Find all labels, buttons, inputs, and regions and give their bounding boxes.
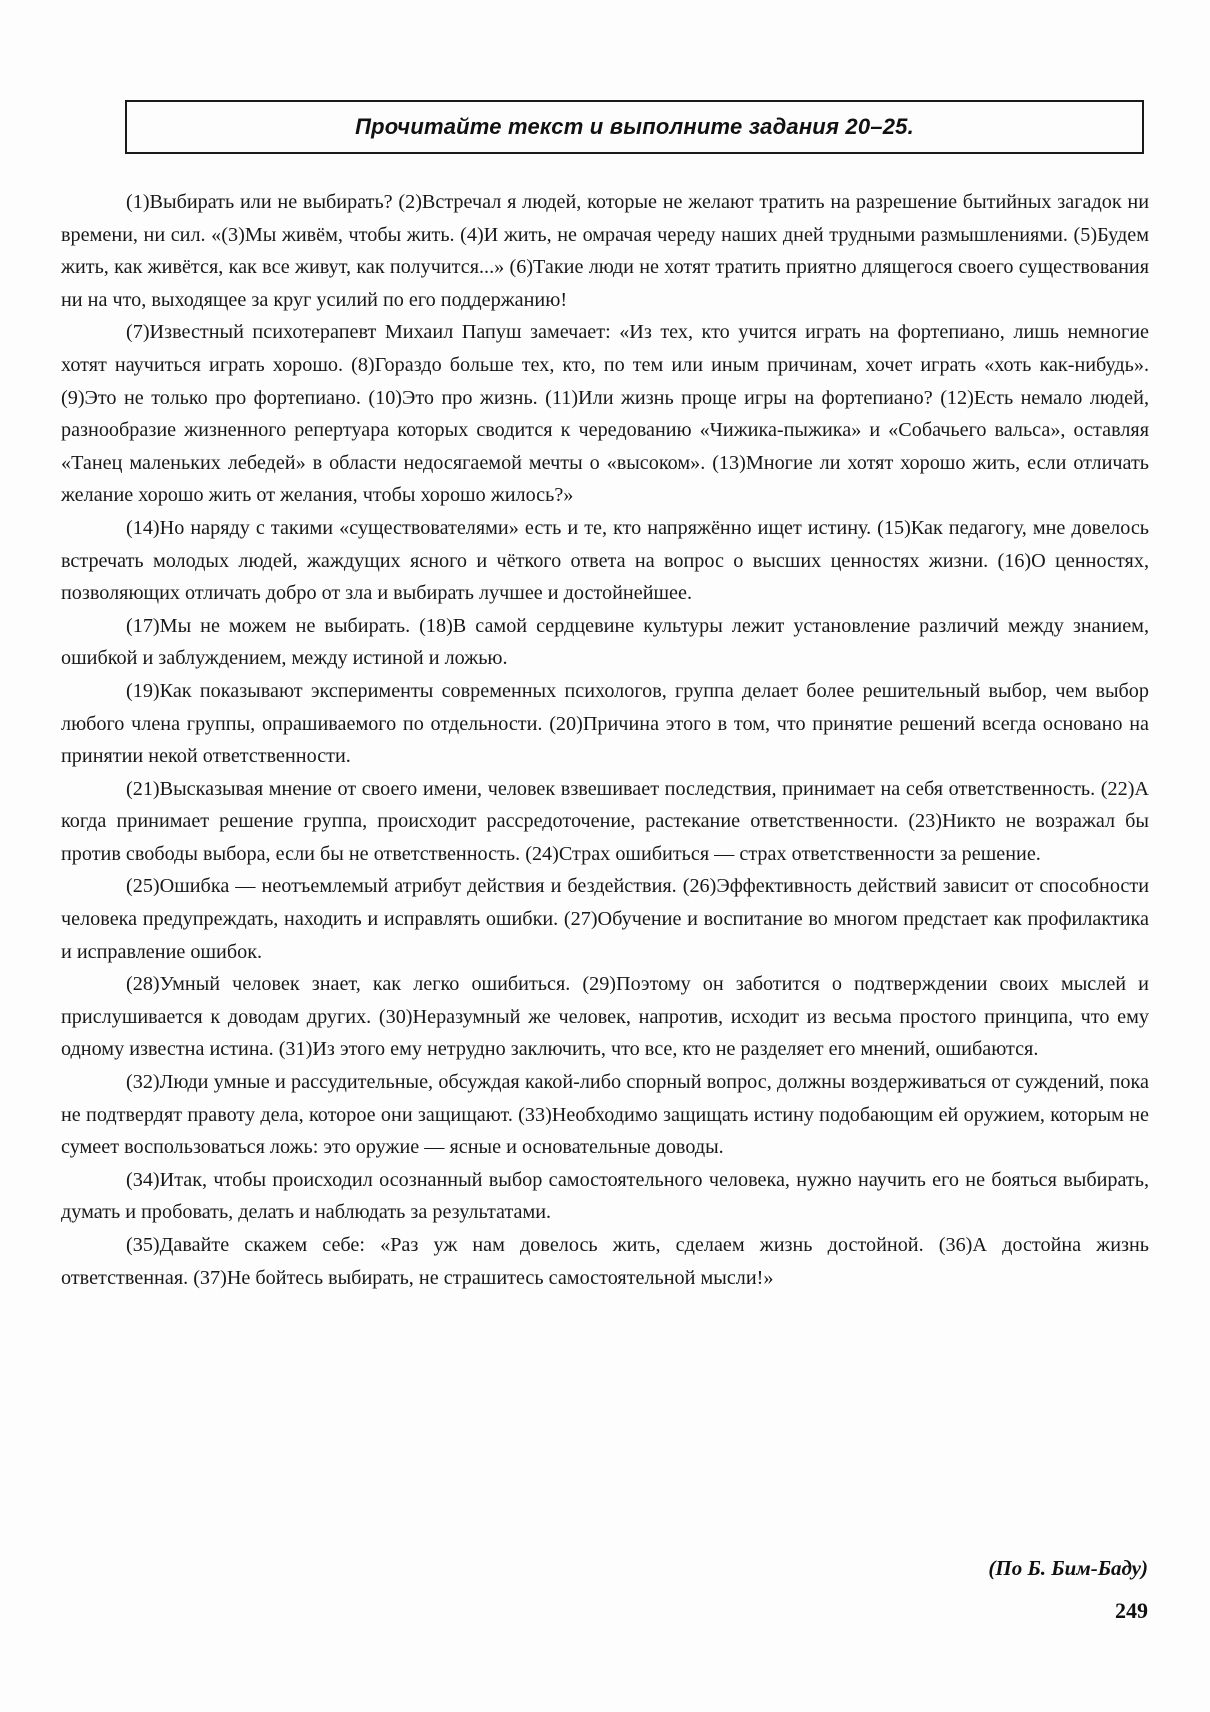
paragraph: (34)Итак, чтобы происходил осознанный выбор самостоятельного человека, нужно научить его не бояться выбирать, думать и пробовать, делать и наблюдать за результатами. [61, 1168, 1149, 1224]
task-instruction: Прочитайте текст и выполните задания 20–25. [355, 114, 914, 139]
paragraph: (25)Ошибка — неотъемлемый атрибут действия и бездействия. (26)Эффективность действий зависит от способности человека предупреждать, находить и исправлять ошибки. (27)Обучение и воспитание во многом предстает как профилактика и исправление ошибок. [61, 875, 1149, 963]
paragraph: (21)Высказывая мнение от своего имени, человек взвешивает последствия, принимает на себя ответственность. (22)А когда принимает решение группа, происходит рассредоточение, растекание ответственности. (23)Никто не возражал бы против свободы выбора, если бы не ответственность. (24)Страх ошибиться — страх ответственности за решение. [61, 777, 1149, 865]
page-number: 249 [1115, 1598, 1148, 1623]
attribution: (По Б. Бим-Баду) [988, 1556, 1148, 1580]
paragraph: (7)Известный психотерапевт Михаил Папуш замечает: «Из тех, кто учится играть на фортепиано, лишь немногие хотят научиться играть хорошо. (8)Гораздо больше тех, кто, по тем или иным причинам, хочет играть «хоть как-нибудь». (9)Это не только про фортепиано. (10)Это про жизнь. (11)Или жизнь проще игры на фортепиано? (12)Есть немало людей, разнообразие жизненного репертуара которых сводится к чередованию «Чижика-пыжика» и «Собачьего вальса», оставляя «Танец маленьких лебедей» в области недосягаемой мечты о «высоком». (13)Многие ли хотят хорошо жить, если отличать желание хорошо жить от желания, чтобы хорошо жилось?» [61, 321, 1149, 507]
text-body [61, 186, 1149, 1294]
task-instruction-box [125, 100, 1144, 154]
paragraph: (14)Но наряду с такими «существователями» есть и те, кто напряжённо ищет истину. (15)Как педагогу, мне довелось встречать молодых людей, жаждущих ясного и чёткого ответа на вопрос о высших ценностях жизни. (16)О ценностях, позволяющих отличать добро от зла и выбирать лучшее и достойнейшее. [61, 516, 1149, 605]
paragraph: (35)Давайте скажем себе: «Раз уж нам довелось жить, сделаем жизнь достойной. (36)А достойна жизнь ответственная. (37)Не бойтесь выбирать, не страшитесь самостоятельной мысли!» [61, 1234, 1149, 1289]
paragraph: (28)Умный человек знает, как легко ошибиться. (29)Поэтому он заботится о подтверждении своих мыслей и прислушивается к доводам других. (30)Неразумный же человек, напротив, исходит из весьма простого принципа, что ему одному известна истина. (31)Из этого ему нетрудно заключить, что все, кто не разделяет его мнений, ошибаются. [61, 973, 1149, 1061]
paragraph: (19)Как показывают эксперименты современных психологов, группа делает более решительный выбор, чем выбор любого члена группы, опрашиваемого по отдельности. (20)Причина этого в том, что принятие решений всегда основано на принятии некой ответственности. [61, 679, 1149, 768]
paragraph: (32)Люди умные и рассудительные, обсуждая какой-либо спорный вопрос, должны воздерживаться от суждений, пока не подтвердят правоту дела, которое они защищают. (33)Необходимо защищать истину подобающим ей оружием, которым не сумеет воспользоваться ложь: это оружие — ясные и основательные доводы. [61, 1071, 1149, 1159]
paragraph: (17)Мы не можем не выбирать. (18)В самой сердцевине культуры лежит установление различий между знанием, ошибкой и заблуждением, между истиной и ложью. [61, 614, 1149, 670]
paragraph: (1)Выбирать или не выбирать? (2)Встречал я людей, которые не желают тратить на разрешение бытийных загадок ни времени, ни сил. «(3)Мы живём, чтобы жить. (4)И жить, не омрачая череду наших дней трудными размышлениями. (5)Будем жить, как живётся, как все живут, как получится...» (6)Такие люди не хотят тратить приятно длящегося своего существования ни на что, выходящее за круг усилий по его поддержанию! [61, 191, 1149, 311]
